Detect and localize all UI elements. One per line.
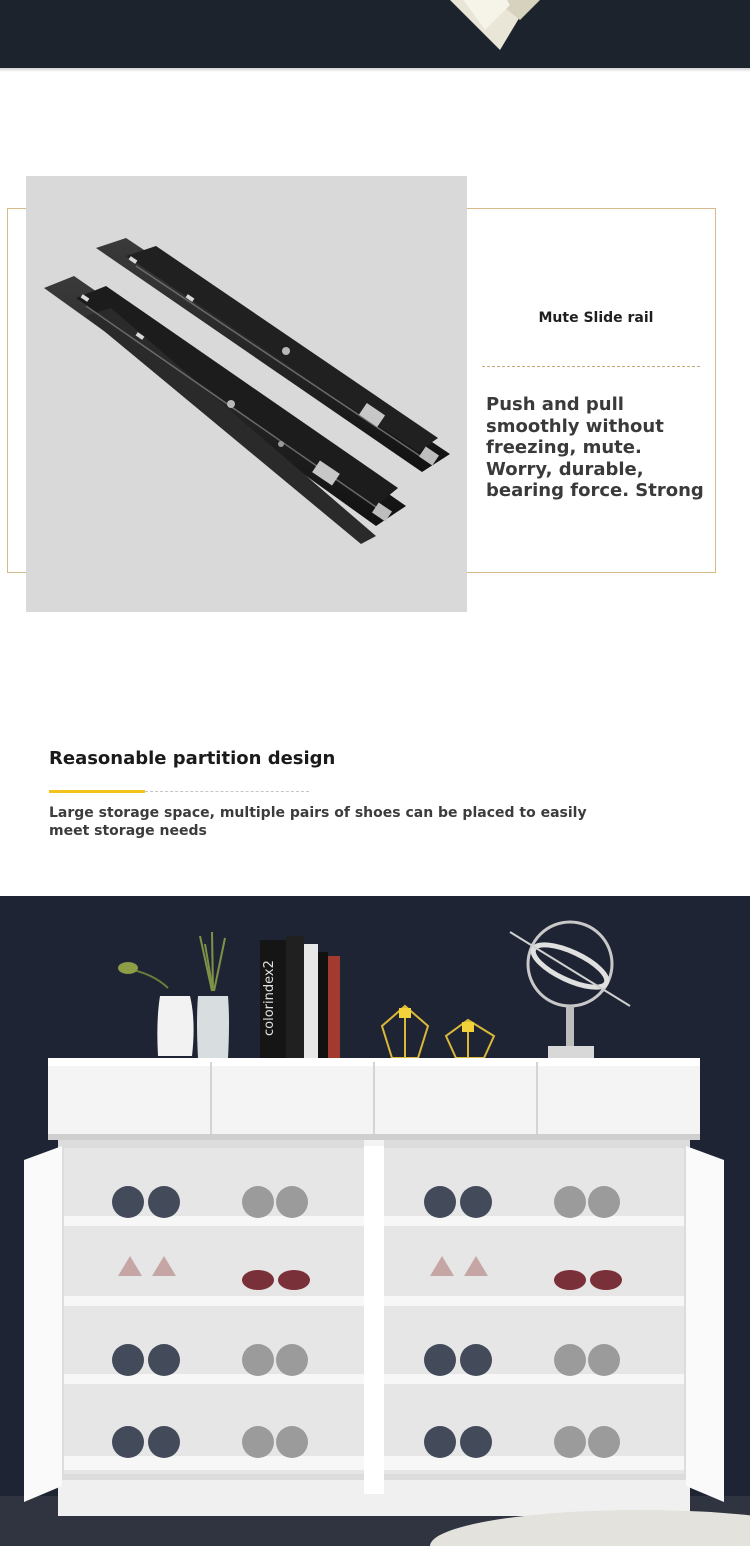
rail-divider xyxy=(482,366,700,367)
cabinet-drawers xyxy=(48,1058,700,1140)
partition-description: Large storage space, multiple pairs of shoes can be placed to easily meet storage needs xyxy=(49,805,587,839)
rail-feature-description: Push and pull smoothly without freezing, mute. Worry, durable, bearing force. Strong xyxy=(486,394,704,501)
book-stack xyxy=(260,936,340,1058)
rail-feature-title: Mute Slide rail xyxy=(538,310,654,326)
partition-underline xyxy=(49,790,309,793)
book-spine-text: colorindex2 xyxy=(262,960,277,1036)
slide-rail-photo xyxy=(26,176,467,612)
top-banner xyxy=(0,0,750,68)
shoe-cabinet-photo xyxy=(0,896,750,1546)
underline-dashed xyxy=(145,791,309,792)
product-tip-image xyxy=(440,0,560,52)
underline-accent xyxy=(49,790,145,793)
partition-title: Reasonable partition design xyxy=(49,748,336,769)
banner-shadow xyxy=(0,68,750,72)
